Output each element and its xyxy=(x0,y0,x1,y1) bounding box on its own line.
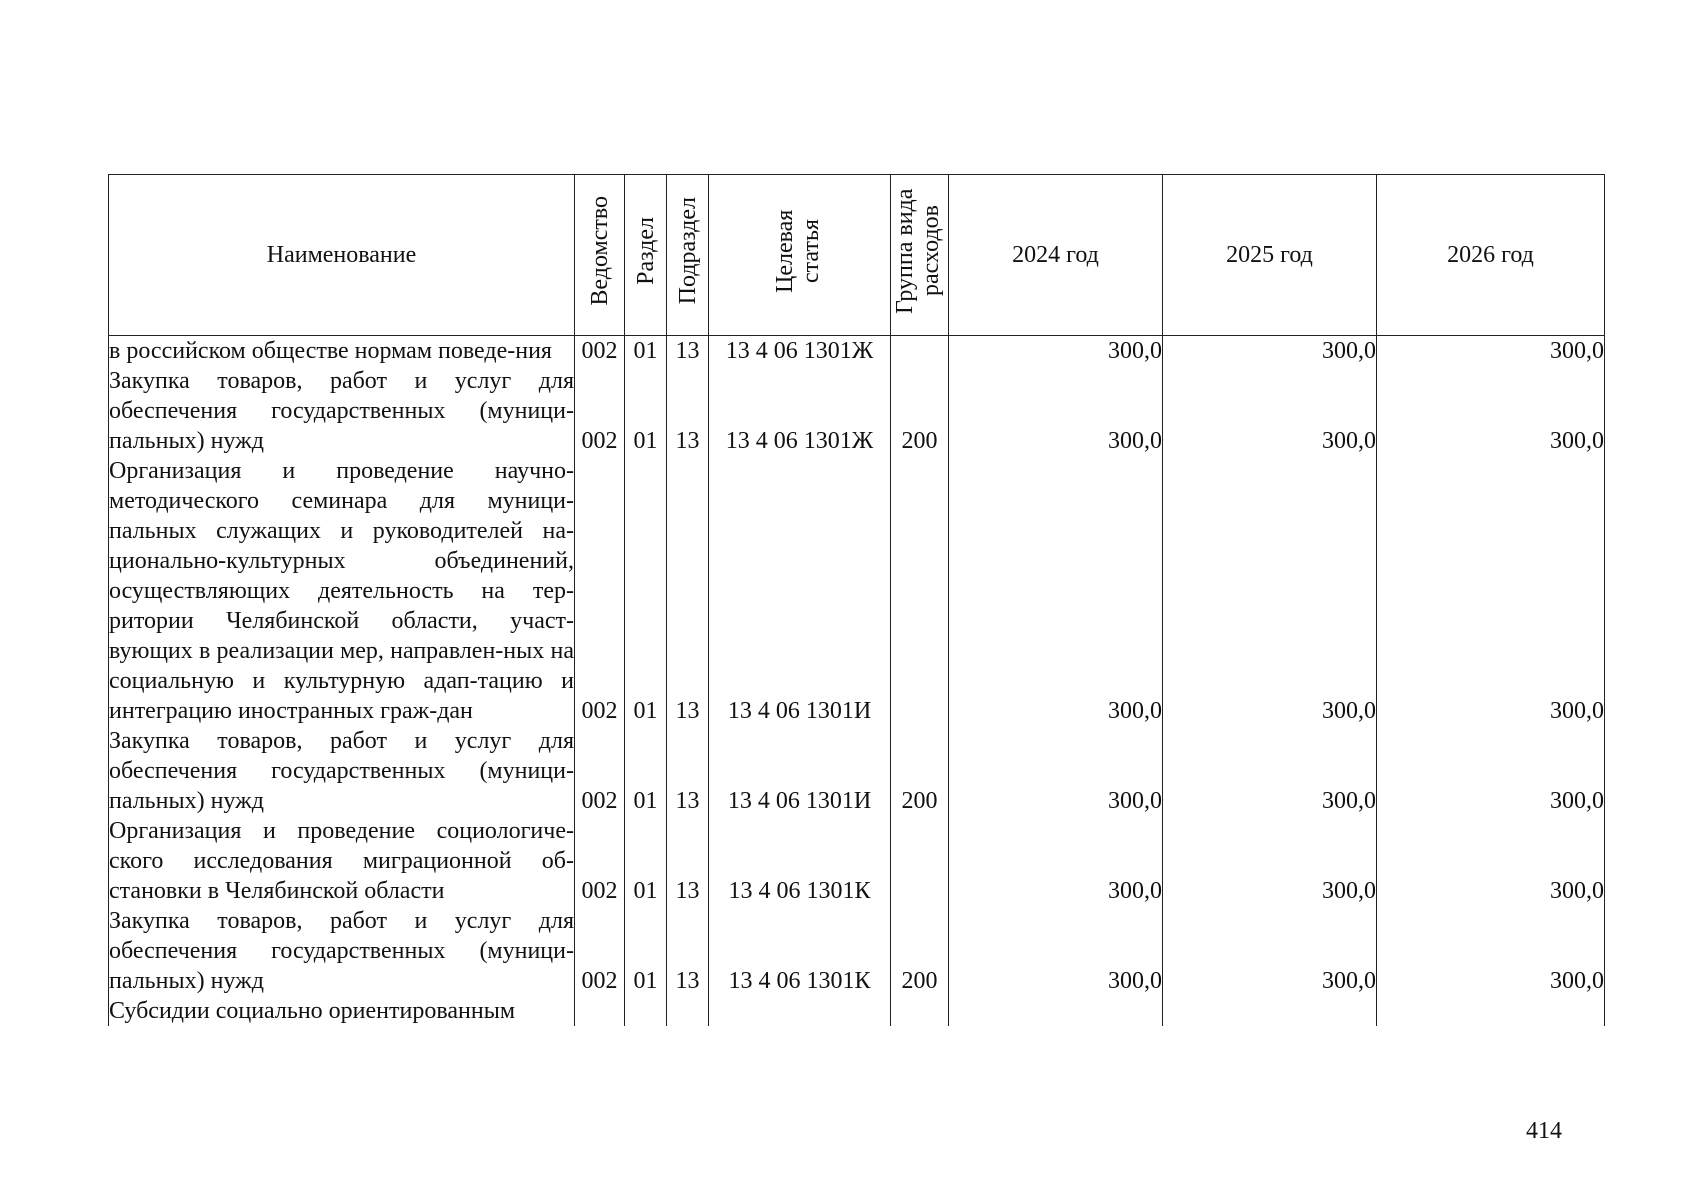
cell-v2025: 300,0 xyxy=(1163,906,1377,996)
cell-ved: 002 xyxy=(575,456,625,726)
cell-pod xyxy=(667,996,709,1026)
cell-name: Закупка товаров, работ и услуг для обеспечения государственных (муници-пальных) нужд xyxy=(109,368,574,454)
cell-raz: 01 xyxy=(625,906,667,996)
table-row xyxy=(109,816,1605,906)
cell-target: 13 4 06 1301Ж xyxy=(709,336,891,367)
cell-name: в российском обществе нормам поведе-ния xyxy=(109,336,575,367)
cell-raz: 01 xyxy=(625,456,667,726)
cell-v2025: 300,0 xyxy=(1163,726,1377,816)
cell-raz xyxy=(625,996,667,1026)
table-row xyxy=(109,366,1605,456)
budget-table xyxy=(108,174,1605,1026)
header-name: Наименование xyxy=(109,175,575,336)
cell-target: 13 4 06 1301И xyxy=(709,726,891,816)
cell-v2024 xyxy=(949,996,1163,1026)
cell-v2026: 300,0 xyxy=(1377,906,1605,996)
cell-target: 13 4 06 1301К xyxy=(709,906,891,996)
cell-raz: 01 xyxy=(625,366,667,456)
header-group: Группа вида расходов xyxy=(891,175,949,336)
cell-target: 13 4 06 1301Ж xyxy=(709,366,891,456)
cell-pod: 13 xyxy=(667,336,709,367)
cell-ved: 002 xyxy=(575,336,625,367)
cell-group xyxy=(891,816,949,906)
cell-target: 13 4 06 1301К xyxy=(709,816,891,906)
cell-v2026 xyxy=(1377,996,1605,1026)
cell-name: Субсидии социально ориентированным xyxy=(109,996,575,1026)
cell-group: 200 xyxy=(891,906,949,996)
cell-v2024: 300,0 xyxy=(949,336,1163,367)
cell-v2024: 300,0 xyxy=(949,906,1163,996)
cell-v2025 xyxy=(1163,996,1377,1026)
cell-v2026: 300,0 xyxy=(1377,726,1605,816)
table-row xyxy=(109,996,1605,1026)
header-2025: 2025 год xyxy=(1163,175,1377,336)
cell-group xyxy=(891,336,949,367)
table-row xyxy=(109,456,1605,726)
header-podrazdel: Подраздел xyxy=(667,175,709,336)
cell-ved: 002 xyxy=(575,906,625,996)
cell-raz: 01 xyxy=(625,726,667,816)
cell-raz: 01 xyxy=(625,336,667,367)
cell-target: 13 4 06 1301И xyxy=(709,456,891,726)
cell-v2025: 300,0 xyxy=(1163,336,1377,367)
cell-ved: 002 xyxy=(575,726,625,816)
cell-pod: 13 xyxy=(667,726,709,816)
header-target: Целевая статья xyxy=(709,175,891,336)
cell-group xyxy=(891,996,949,1026)
cell-ved: 002 xyxy=(575,816,625,906)
cell-group xyxy=(891,456,949,726)
cell-v2026: 300,0 xyxy=(1377,366,1605,456)
header-2024: 2024 год xyxy=(949,175,1163,336)
cell-pod: 13 xyxy=(667,906,709,996)
table-header xyxy=(109,175,1605,336)
cell-name: Закупка товаров, работ и услуг для обеспечения государственных (муници-пальных) нужд xyxy=(109,908,574,994)
cell-v2024: 300,0 xyxy=(949,366,1163,456)
cell-v2025: 300,0 xyxy=(1163,456,1377,726)
cell-ved xyxy=(575,996,625,1026)
cell-v2026: 300,0 xyxy=(1377,816,1605,906)
table-row xyxy=(109,906,1605,996)
cell-pod: 13 xyxy=(667,366,709,456)
cell-raz: 01 xyxy=(625,816,667,906)
cell-v2024: 300,0 xyxy=(949,726,1163,816)
header-razdel: Раздел xyxy=(625,175,667,336)
cell-group: 200 xyxy=(891,366,949,456)
cell-name: Организация и проведение научно-методического семинара для муници-пальных служащих и руководителей на-ционально-культурных объединений, осуществляющих деятельность на тер-ритории Челябинской области, участ-вующих в реализации мер, направлен-ных на социальную и культурную адап-тацию и интеграцию иностранных граж-дан xyxy=(109,458,574,724)
page-number: 414 xyxy=(1526,1118,1562,1144)
cell-group: 200 xyxy=(891,726,949,816)
cell-name: Организация и проведение социологиче-ского исследования миграционной об-становки в Челябинской области xyxy=(109,818,574,904)
cell-v2024: 300,0 xyxy=(949,816,1163,906)
cell-v2025: 300,0 xyxy=(1163,366,1377,456)
cell-target xyxy=(709,996,891,1026)
table-row xyxy=(109,726,1605,816)
cell-v2026: 300,0 xyxy=(1377,336,1605,367)
table-body xyxy=(109,336,1605,1027)
table-row xyxy=(109,336,1605,367)
cell-v2026: 300,0 xyxy=(1377,456,1605,726)
cell-pod: 13 xyxy=(667,816,709,906)
header-vedomstvo: Ведомство xyxy=(575,175,625,336)
cell-pod: 13 xyxy=(667,456,709,726)
cell-v2024: 300,0 xyxy=(949,456,1163,726)
header-2026: 2026 год xyxy=(1377,175,1605,336)
cell-name: Закупка товаров, работ и услуг для обеспечения государственных (муници-пальных) нужд xyxy=(109,728,574,814)
cell-v2025: 300,0 xyxy=(1163,816,1377,906)
cell-ved: 002 xyxy=(575,366,625,456)
